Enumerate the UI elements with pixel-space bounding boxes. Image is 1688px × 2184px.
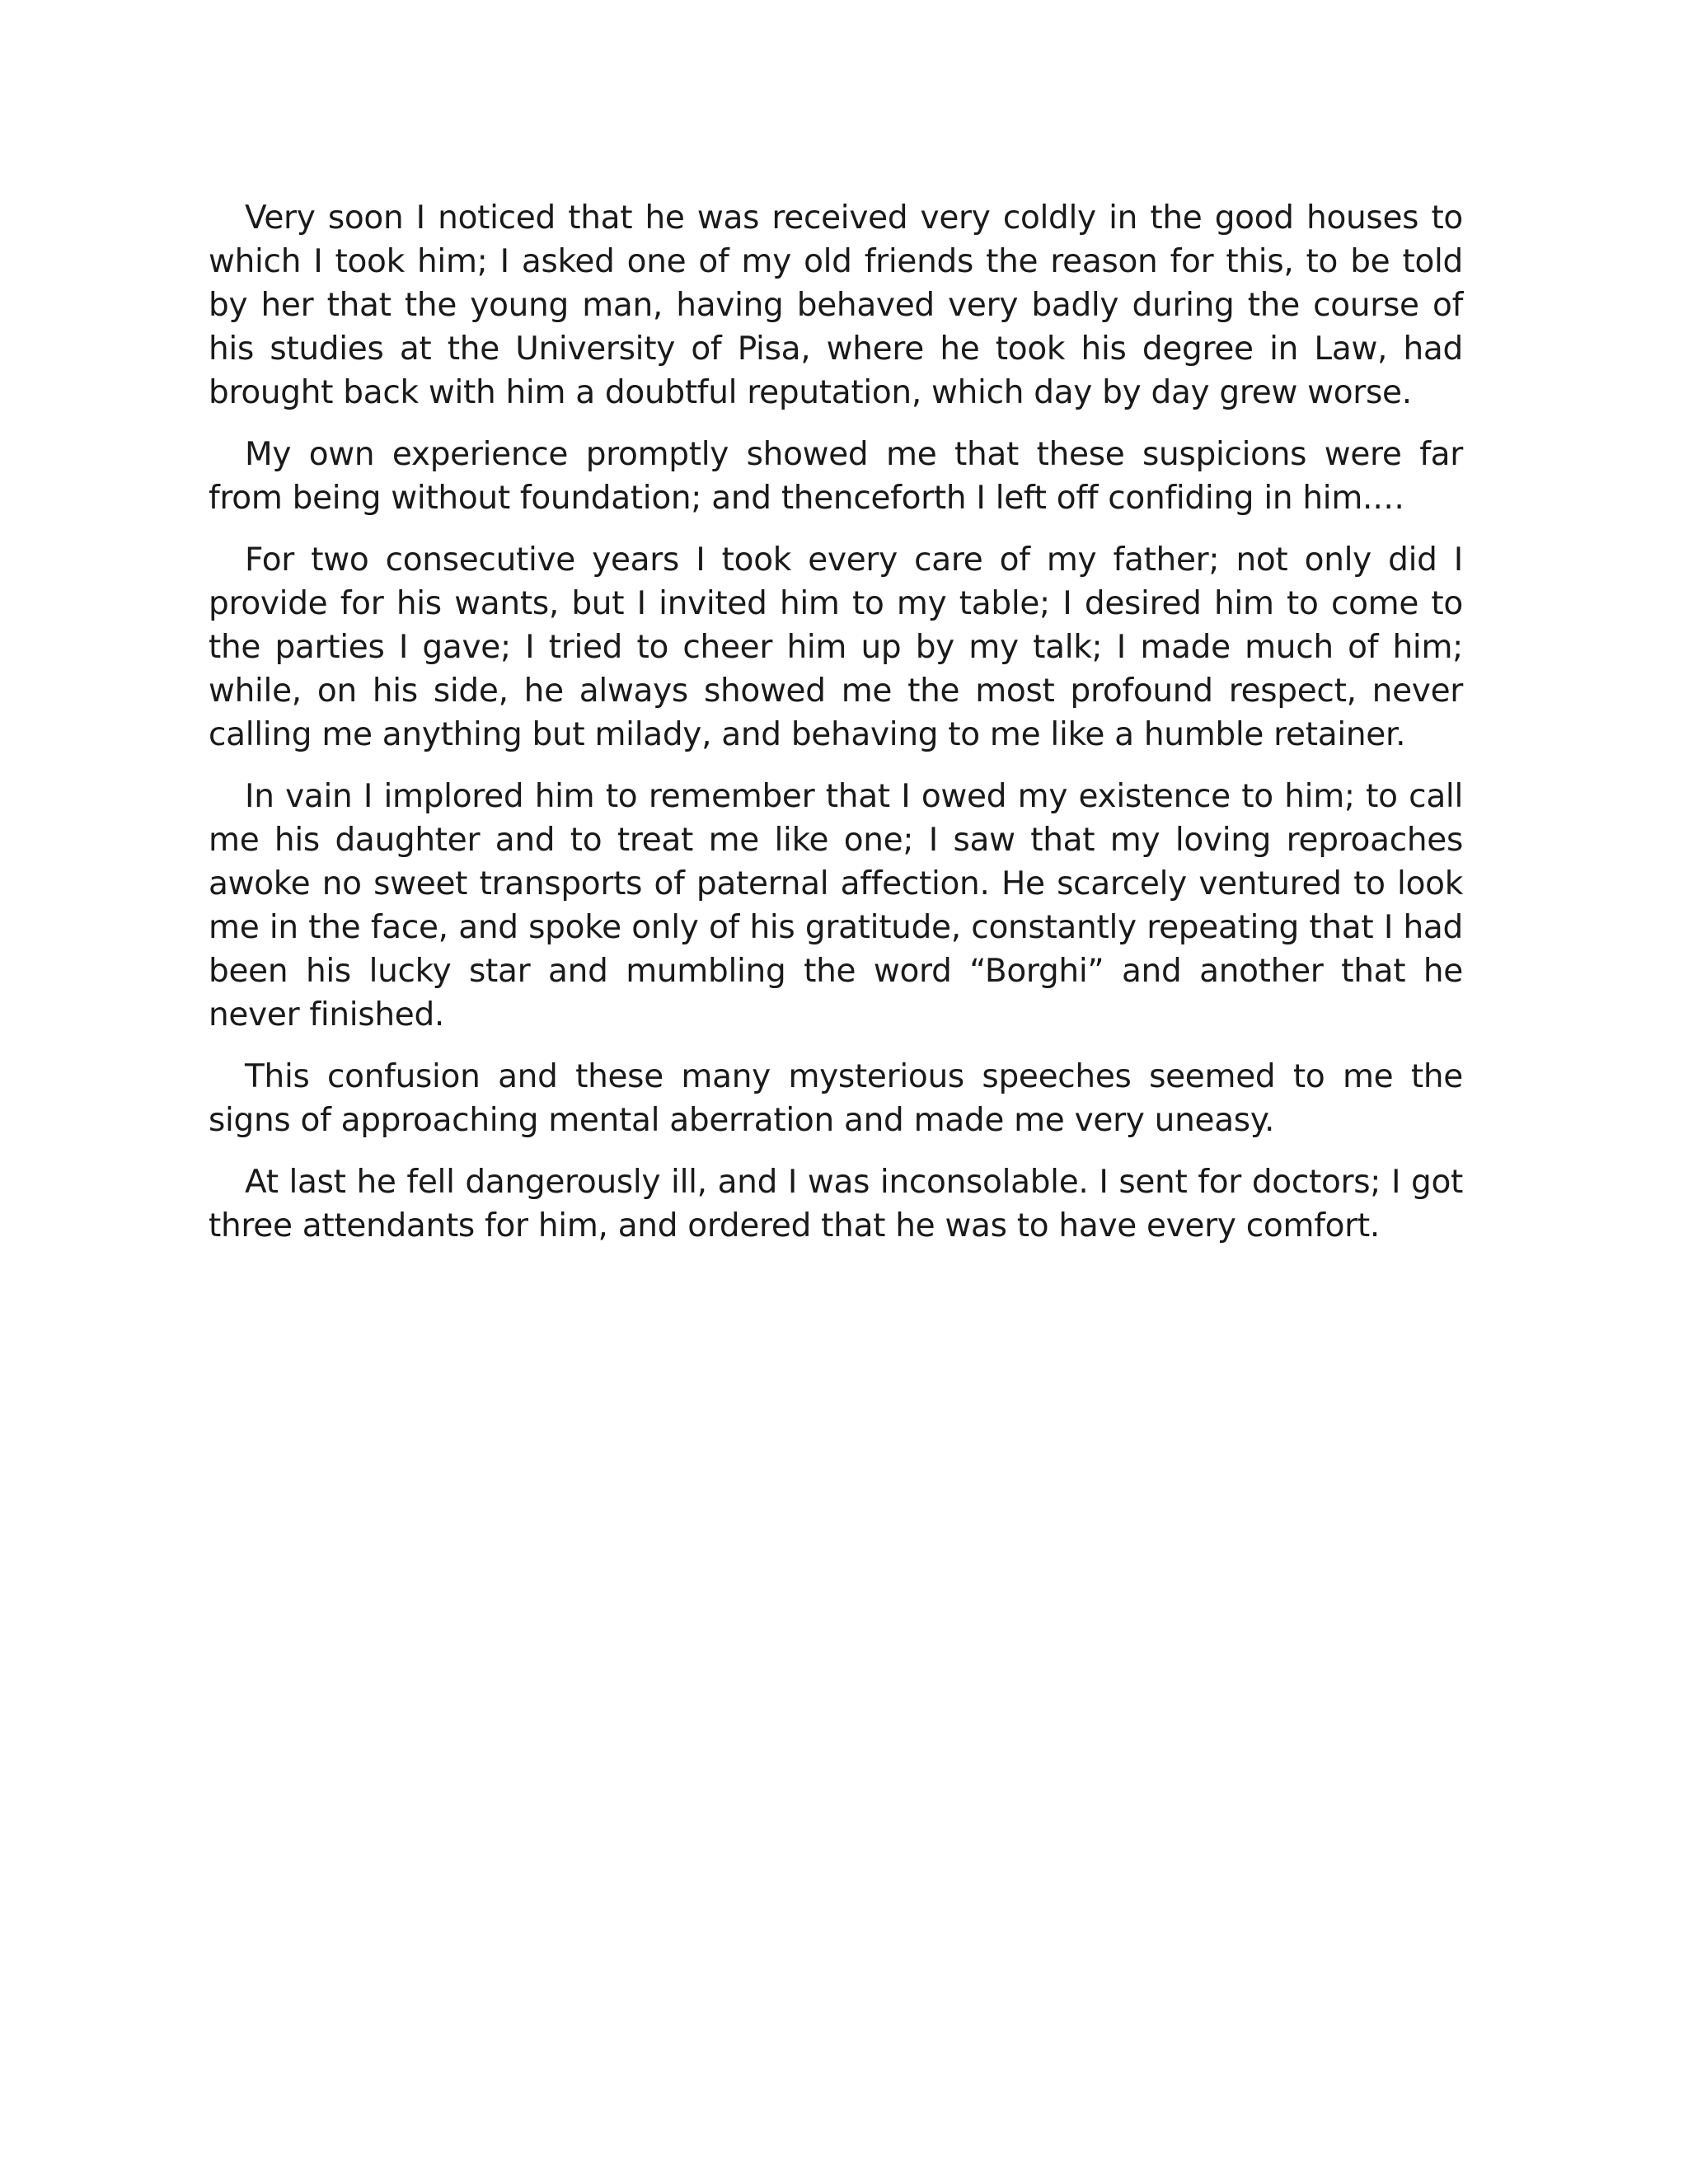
paragraph-6: At last he fell dangerously ill, and I was inconsolable. I sent for doctors; I got three attendants for him, and ordered that he was to have every comfort. (209, 1164, 1463, 1244)
paragraph-3: For two consecutive years I took every care of my father; not only did I provide for his wants, but I invited him to my table; I desired him to come to the parties I gave; I tried to cheer him up by my talk; I made much of him; while, on his side, he always showed me the most profound respect, never calling me anything but milady, and behaving to me like a humble retainer. (209, 541, 1463, 753)
paragraph-4: In vain I implored him to remember that I owed my existence to him; to call me his daughter and to treat me like one; I saw that my loving reproaches awoke no sweet transports of paternal affection. He scarcely ventured to look me in the face, and spoke only of his gratitude, constantly repeating that I had been his lucky star and mumbling the word “Borghi” and another that he never finished. (209, 778, 1463, 1033)
paragraph-2: My own experience promptly showed me that these suspicions were far from being without foundation; and thenceforth I left off confiding in him.… (209, 436, 1463, 517)
paragraph-1: Very soon I noticed that he was received very coldly in the good houses to which I took him; I asked one of my old friends the reason for this, to be told by her that the young man, having behaved very badly during the course of his studies at the University of Pisa, where he took his degree in Law, had brought back with him a doubtful reputation, which day by day grew worse. (209, 199, 1463, 411)
body-text (209, 196, 1463, 1266)
paragraph-5: This confusion and these many mysterious speeches seemed to me the signs of approaching mental aberration and made me very uneasy. (209, 1058, 1463, 1139)
